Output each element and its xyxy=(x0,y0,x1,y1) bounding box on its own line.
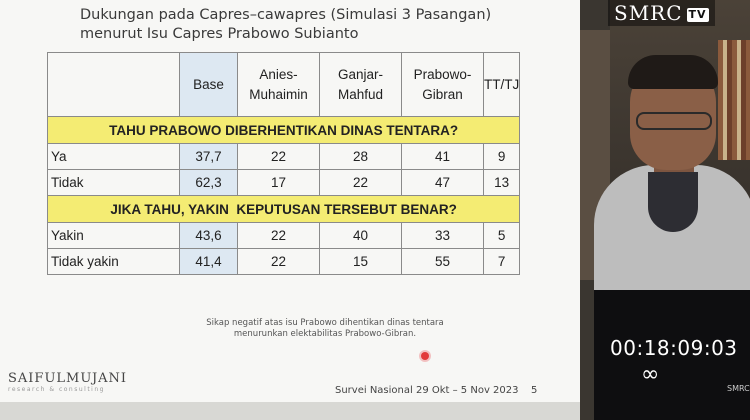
row-prabowo: 41 xyxy=(402,144,484,170)
glasses xyxy=(636,112,712,130)
section-title-2: JIKA TAHU, YAKIN KEPUTUSAN TERSEBUT BENAR? xyxy=(48,196,520,223)
recording-timer: 00:18:09:03 xyxy=(610,336,738,360)
tv-badge: TV xyxy=(688,7,707,21)
slide-note: Sikap negatif atas isu Prabowo dihentikan dinas tentara menurunkan elektabilitas Prabowo-Gibran. xyxy=(206,318,444,339)
header-prabowo-gibran: Prabowo- Gibran xyxy=(402,53,484,117)
row-tttj: 5 xyxy=(484,223,520,249)
row-ganjar: 22 xyxy=(320,170,402,196)
table-header-row xyxy=(48,53,520,117)
row-tttj: 13 xyxy=(484,170,520,196)
slide-title-line2: menurut Isu Capres Prabowo Subianto xyxy=(80,26,359,42)
row-ganjar: 15 xyxy=(320,249,402,275)
brand-logo: SAIFULMUJANI xyxy=(8,371,128,386)
slide-footer: Survei Nasional 29 Okt – 5 Nov 2023 xyxy=(335,385,519,396)
pointer-dot-icon xyxy=(421,352,429,360)
bookshelf xyxy=(718,40,750,160)
row-anies: 22 xyxy=(238,144,320,170)
row-anies: 22 xyxy=(238,223,320,249)
header-anies-muhaimin: Anies- Muhaimin xyxy=(238,53,320,117)
row-base: 37,7 xyxy=(180,144,238,170)
row-label: Tidak yakin xyxy=(48,249,180,275)
table-row xyxy=(48,249,520,275)
row-tttj: 9 xyxy=(484,144,520,170)
row-label: Yakin xyxy=(48,223,180,249)
header-tt-tj: TT/TJ xyxy=(484,53,520,117)
table-row xyxy=(48,223,520,249)
slide-title-line1: Dukungan pada Capres–cawapres (Simulasi 3 Pasangan) xyxy=(80,7,492,23)
section-band-2 xyxy=(48,196,520,223)
row-anies: 17 xyxy=(238,170,320,196)
brand-subtitle: research & consulting xyxy=(8,386,105,393)
row-prabowo: 55 xyxy=(402,249,484,275)
section-band-1 xyxy=(48,117,520,144)
row-base: 41,4 xyxy=(180,249,238,275)
slide-title xyxy=(80,6,491,44)
row-prabowo: 33 xyxy=(402,223,484,249)
row-ganjar: 40 xyxy=(320,223,402,249)
header-ganjar-mahfud: Ganjar- Mahfud xyxy=(320,53,402,117)
row-base: 43,6 xyxy=(180,223,238,249)
bottom-strip xyxy=(0,402,580,420)
row-anies: 22 xyxy=(238,249,320,275)
row-label: Tidak xyxy=(48,170,180,196)
row-label: Ya xyxy=(48,144,180,170)
header-empty-cell xyxy=(48,53,180,117)
row-tttj: 7 xyxy=(484,249,520,275)
channel-logo: SMRC TV xyxy=(608,0,715,26)
table-row xyxy=(48,170,520,196)
survey-table xyxy=(47,52,520,275)
loop-icon: ∞ xyxy=(641,362,660,387)
section-title-1: TAHU PRABOWO DIBERHENTIKAN DINAS TENTARA? xyxy=(48,117,520,144)
page-number: 5 xyxy=(531,385,538,396)
cam-watermark: SMRC xyxy=(727,384,750,393)
table-row xyxy=(48,144,520,170)
row-prabowo: 47 xyxy=(402,170,484,196)
row-ganjar: 28 xyxy=(320,144,402,170)
row-base: 62,3 xyxy=(180,170,238,196)
header-base: Base xyxy=(180,53,238,117)
